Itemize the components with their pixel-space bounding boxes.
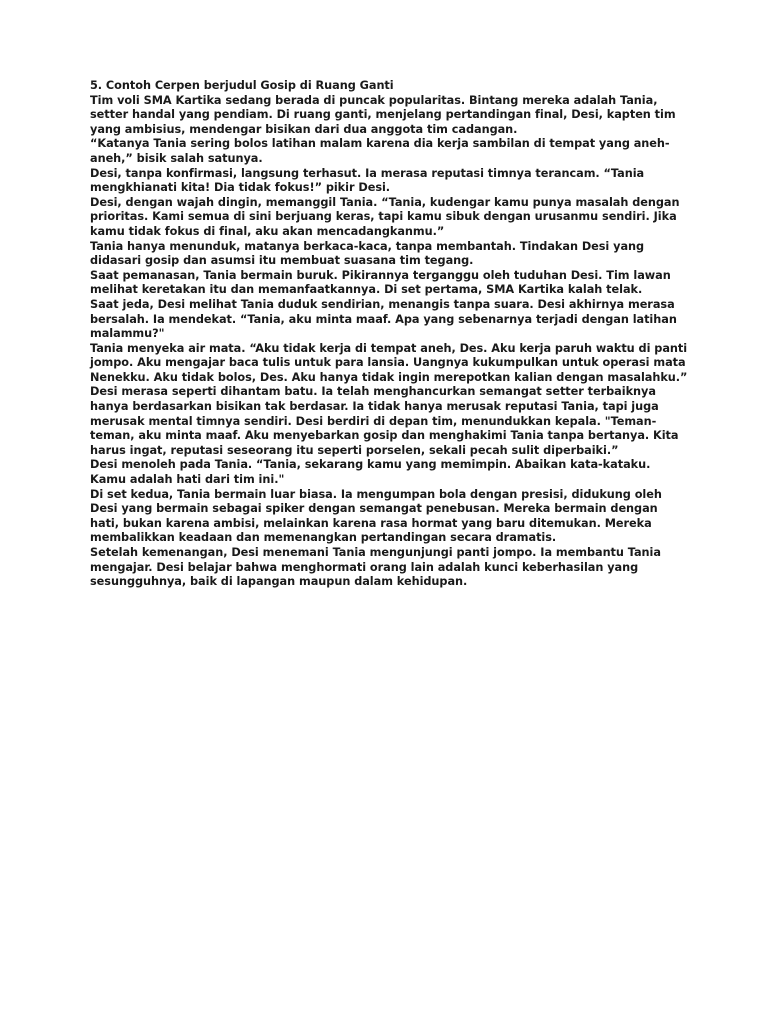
paragraph-8: Tania menyeka air mata. “Aku tidak kerja di tempat aneh, Des. Aku kerja paruh waktu di panti jompo. Aku mengajar baca tulis untuk para lansia. Uangnya kukumpulkan untuk operasi mata Nenekku. Aku tidak bolos, Des. Aku hanya tidak ingin merepotkan kalian dengan masalahku.” xyxy=(90,341,688,384)
paragraph-9: Desi merasa seperti dihantam batu. Ia telah menghancurkan semangat setter terbaiknya hanya berdasarkan bisikan tak berdasar. Ia tidak hanya merusak reputasi Tania, tapi juga merusak mental timnya sendiri. Desi berdiri di depan tim, menundukkan kepala. "Teman-teman, aku minta maaf. Aku menyebarkan gosip dan menghakimi Tania tanpa bertanya. Kita harus ingat, reputasi seseorang itu seperti porselen, sekali pecah sulit diperbaiki.” xyxy=(90,385,679,457)
paragraph-5: Tania hanya menunduk, matanya berkaca-kaca, tanpa membantah. Tindakan Desi yang didasari gosip dan asumsi itu membuat suasana tim tegang. xyxy=(90,239,645,268)
paragraph-6: Saat pemanasan, Tania bermain buruk. Pikirannya terganggu oleh tuduhan Desi. Tim lawan melihat keretakan itu dan memanfaatkannya. Di set pertama, SMA Kartika kalah telak. xyxy=(90,268,671,297)
paragraph-3: Desi, tanpa konfirmasi, langsung terhasut. Ia merasa reputasi timnya terancam. “Tania mengkhianati kita! Dia tidak fokus!” pikir Desi. xyxy=(90,166,645,195)
story-title: 5. Contoh Cerpen berjudul Gosip di Ruang Ganti xyxy=(90,79,394,92)
paragraph-4: Desi, dengan wajah dingin, memanggil Tania. “Tania, kudengar kamu punya masalah dengan prioritas. Kami semua di sini berjuang keras, tapi kamu sibuk dengan urusanmu sendiri. Jika kamu tidak fokus di final, aku akan mencadangkanmu.” xyxy=(90,195,680,238)
paragraph-11: Di set kedua, Tania bermain luar biasa. Ia mengumpan bola dengan presisi, didukung oleh Desi yang bermain sebagai spiker dengan semangat penebusan. Mereka bermain dengan hati, bukan karena ambisi, melainkan karena rasa hormat yang baru ditemukan. Mereka membalikkan keadaan dan memenangkan pertandingan secara dramatis. xyxy=(90,487,662,545)
paragraph-12: Setelah kemenangan, Desi menemani Tania mengunjungi panti jompo. Ia membantu Tania mengajar. Desi belajar bahwa menghormati orang lain adalah kunci keberhasilan yang sesungguhnya, baik di lapangan maupun dalam kehidupan. xyxy=(90,546,661,589)
paragraph-1: Tim voli SMA Kartika sedang berada di puncak popularitas. Bintang mereka adalah Tania, setter handal yang pendiam. Di ruang ganti, menjelang pertandingan final, Desi, kapten tim yang ambisius, mendengar bisikan dari dua anggota tim cadangan. xyxy=(90,93,676,136)
document-body xyxy=(90,79,690,590)
paragraph-10: Desi menoleh pada Tania. “Tania, sekarang kamu yang memimpin. Abaikan kata-kataku. Kamu adalah hati dari tim ini." xyxy=(90,458,651,487)
paragraph-2: “Katanya Tania sering bolos latihan malam karena dia kerja sambilan di tempat yang aneh-aneh,” bisik salah satunya. xyxy=(90,137,670,165)
paragraph-7: Saat jeda, Desi melihat Tania duduk sendirian, menangis tanpa suara. Desi akhirnya merasa bersalah. Ia mendekat. “Tania, aku minta maaf. Apa yang sebenarnya terjadi dengan latihan malammu?" xyxy=(90,297,677,341)
